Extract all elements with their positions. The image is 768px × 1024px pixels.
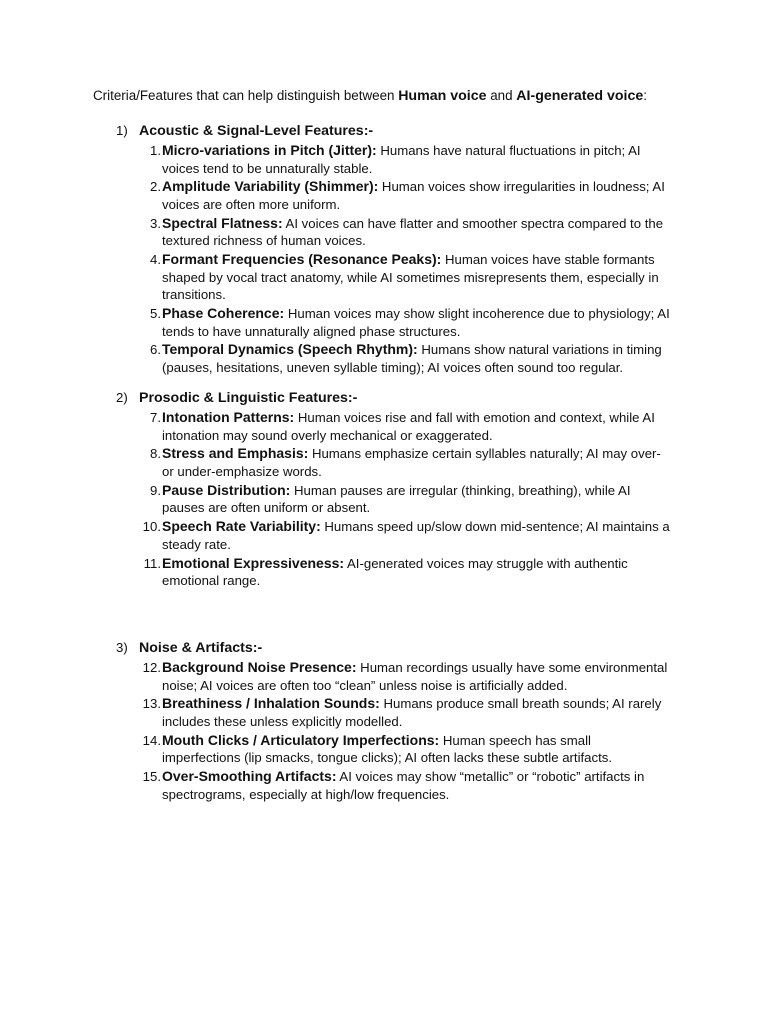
item-number-cell (116, 768, 162, 803)
item-number-cell (116, 695, 162, 730)
item-body (162, 251, 673, 304)
section-title: Acoustic & Signal-Level Features:- (139, 123, 374, 139)
item-label: Phase Coherence: (162, 305, 285, 322)
item-text: Human voices may show slight incoherence due to physiology; AI tends to have unnaturally aligned phase structures. (162, 306, 670, 339)
item-body (162, 555, 673, 590)
section-prosodic (116, 389, 686, 591)
intro-suffix: : (643, 88, 647, 103)
item-body (162, 215, 673, 250)
section-heading (116, 389, 686, 407)
item-body (162, 768, 673, 803)
item-body (162, 445, 673, 480)
section-title: Prosodic & Linguistic Features:- (139, 390, 358, 406)
item-text: Human voices have stable formants shaped by vocal tract anatomy, while AI sometimes misrepresents them, especially in transitions. (162, 252, 659, 303)
item-number-cell (116, 215, 162, 250)
item-number: 11. (143, 555, 161, 571)
section-title: Noise & Artifacts:- (139, 640, 263, 656)
section-heading (116, 122, 686, 140)
item-number-cell (116, 445, 162, 480)
list-item (116, 732, 686, 767)
item-number: 10. (142, 519, 161, 535)
list-item (116, 555, 686, 590)
item-label: Micro-variations in Pitch (Jitter): (162, 142, 377, 158)
item-number: 2. (150, 179, 161, 195)
item-number-cell (116, 518, 162, 553)
item-label: Background Noise Presence: (162, 659, 357, 675)
list-item (116, 518, 686, 553)
item-number-cell (116, 555, 162, 590)
item-label: Intonation Patterns: (162, 409, 295, 425)
section-heading (116, 639, 686, 657)
item-number: 4. (150, 252, 161, 268)
item-label: Mouth Clicks / Articulatory Imperfections: (162, 731, 440, 748)
item-text: Humans speed up/slow down mid-sentence; AI maintains a steady rate. (162, 519, 670, 552)
item-label: Emotional Expressiveness: (162, 554, 345, 571)
list-item (116, 482, 686, 517)
item-body (162, 409, 673, 444)
list-item (116, 251, 686, 304)
item-number: 9. (150, 482, 161, 498)
item-number: 13. (142, 696, 161, 712)
item-number: 7. (150, 410, 161, 425)
item-text: Humans show natural variations in timing (pauses, hesitations, uneven syllable timing); AI voices often sound too regular. (162, 342, 662, 376)
item-number: 6. (150, 342, 161, 358)
item-number-cell (116, 305, 162, 340)
item-text: AI voices may show “metallic” or “robotic” artifacts in spectrograms, especially at high/low frequencies. (162, 769, 645, 802)
section-acoustic (116, 122, 686, 378)
item-number-cell (116, 341, 162, 376)
item-number-cell (116, 482, 162, 517)
item-text: Human recordings usually have some environmental noise; AI voices are often too “clean” unless noise is artificially added. (162, 660, 668, 693)
item-label: Breathiness / Inhalation Sounds: (162, 695, 380, 712)
item-label: Over-Smoothing Artifacts: (162, 768, 337, 785)
item-number-cell (116, 732, 162, 767)
item-label: Temporal Dynamics (Speech Rhythm): (162, 341, 418, 358)
item-text: Humans emphasize certain syllables naturally; AI may over- or under-emphasize words. (162, 446, 661, 479)
item-body (162, 732, 673, 767)
item-label: Speech Rate Variability: (162, 518, 321, 535)
item-label: Stress and Emphasis: (162, 445, 309, 462)
list-item (116, 142, 686, 177)
intro-term-human: Human voice (398, 88, 487, 104)
item-number: 5. (150, 306, 161, 322)
item-text: Humans have natural fluctuations in pitch; AI voices tend to be unnaturally stable. (162, 143, 641, 176)
list-item (116, 445, 686, 480)
feature-list (116, 409, 686, 590)
item-number: 14. (142, 732, 161, 748)
intro-prefix: Criteria/Features that can help distinguish between (93, 88, 399, 103)
item-text: Human pauses are irregular (thinking, breathing), while AI pauses are often uniform or absent. (162, 482, 631, 516)
item-body (162, 518, 673, 553)
section-noise (116, 639, 686, 805)
list-item (116, 695, 686, 730)
item-number-cell (116, 251, 162, 304)
item-body (162, 142, 673, 177)
section-number: 2) (116, 390, 128, 405)
item-label: Spectral Flatness: (162, 214, 283, 231)
item-body (162, 178, 673, 213)
section-number: 3) (116, 640, 128, 655)
item-body (162, 341, 673, 376)
list-item (116, 305, 686, 340)
item-number: 1. (150, 143, 161, 158)
section-number: 1) (116, 123, 128, 138)
item-text: Human speech has small imperfections (lip smacks, tongue clicks); AI often lacks these subtle artifacts. (162, 732, 613, 766)
item-text: Humans produce small breath sounds; AI rarely includes these unless explicitly modelled. (162, 696, 662, 729)
item-body (162, 695, 673, 730)
intro-term-ai: AI-generated voice (516, 88, 644, 104)
item-text: AI-generated voices may struggle with authentic emotional range. (162, 555, 628, 589)
list-item (116, 768, 686, 803)
list-item (116, 409, 686, 444)
list-item (116, 659, 686, 694)
item-number: 15. (142, 769, 161, 785)
item-body (162, 482, 673, 517)
item-number: 3. (150, 215, 161, 231)
item-text: Human voices show irregularities in loudness; AI voices are often more uniform. (162, 179, 665, 212)
list-item (116, 215, 686, 250)
item-number-cell (116, 659, 162, 694)
item-number: 8. (150, 446, 161, 462)
item-number-cell (116, 142, 162, 177)
item-text: AI voices can have flatter and smoother spectra compared to the textured richness of human voices. (162, 215, 664, 249)
item-number-cell (116, 409, 162, 444)
intro-connector: and (486, 88, 517, 103)
item-text: Human voices rise and fall with emotion and context, while AI intonation may sound overly mechanical or exaggerated. (162, 410, 655, 443)
feature-list (116, 659, 686, 803)
item-number-cell (116, 178, 162, 213)
feature-list (116, 142, 686, 377)
item-body (162, 305, 673, 340)
item-number: 12. (142, 660, 161, 675)
intro-paragraph (93, 88, 713, 104)
item-label: Pause Distribution: (162, 481, 291, 498)
item-label: Formant Frequencies (Resonance Peaks): (162, 251, 442, 268)
list-item (116, 341, 686, 376)
item-label: Amplitude Variability (Shimmer): (162, 178, 379, 195)
item-body (162, 659, 673, 694)
list-item (116, 178, 686, 213)
